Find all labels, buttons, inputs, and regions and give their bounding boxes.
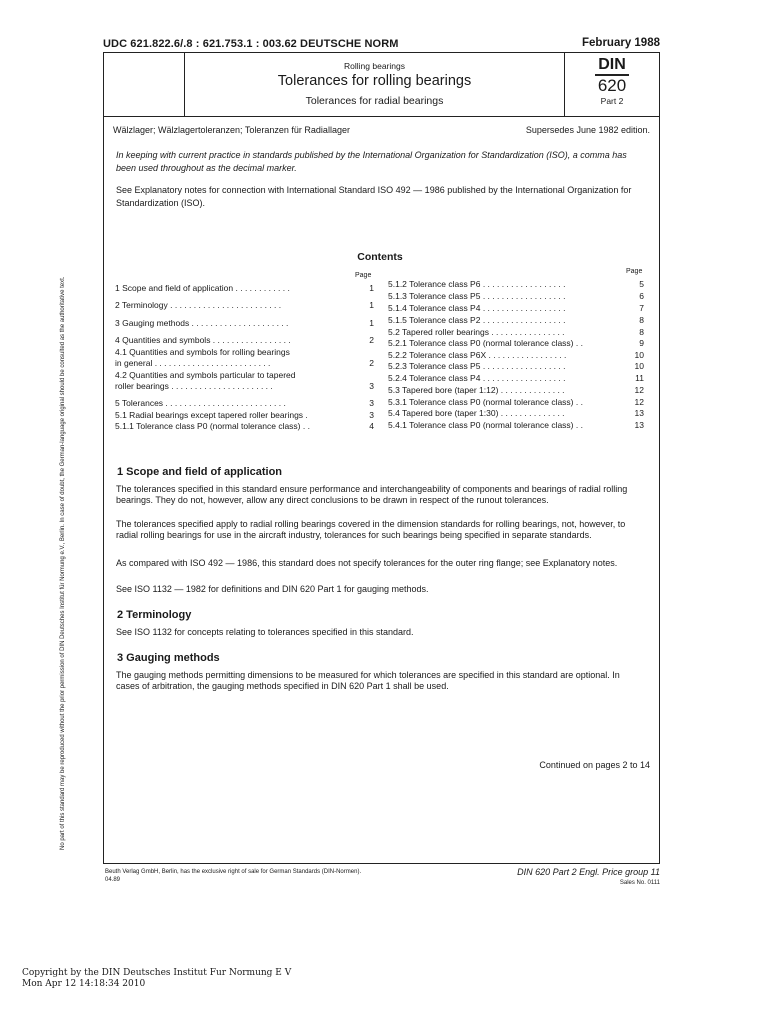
toc-left-entry	[115, 347, 290, 357]
toc-entry-page: 1	[369, 300, 374, 310]
continued-note: Continued on pages 2 to 14	[539, 760, 650, 770]
toc-entry-label: 3 Gauging methods . . . . . . . . . . . . . . . . . . . . .	[115, 318, 289, 328]
toc-entry-label: 4.1 Quantities and symbols for rolling bearings	[115, 347, 290, 357]
toc-right-entry	[388, 361, 565, 371]
toc-entry-label: 5 Tolerances . . . . . . . . . . . . . . . . . . . . . . . . . .	[115, 398, 286, 408]
section-2-paragraph-1: See ISO 1132 for concepts relating to tolerances specified in this standard.	[116, 627, 414, 637]
toc-entry-page: 1	[369, 318, 374, 328]
toc-entry-label: 5.2.2 Tolerance class P6X . . . . . . . . . . . . . . . . .	[388, 350, 567, 360]
toc-left-entry	[115, 421, 310, 431]
toc-left-entry	[115, 283, 290, 293]
toc-entry-page: 2	[369, 358, 374, 368]
toc-left-entry	[115, 381, 273, 391]
german-title: Wälzlager; Wälzlagertoleranzen; Toleranzen für Radiallager	[113, 125, 350, 135]
toc-entry-label: 5.4.1 Tolerance class P0 (normal tolerance class) . .	[388, 420, 583, 430]
toc-entry-page: 1	[369, 283, 374, 293]
section-3-heading: 3 Gauging methods	[117, 652, 220, 664]
toc-entry-page: 2	[369, 335, 374, 345]
toc-entry-page: 8	[639, 315, 644, 325]
toc-entry-label: roller bearings . . . . . . . . . . . . . . . . . . . . . .	[115, 381, 273, 391]
toc-right-entry	[388, 408, 565, 418]
din-number-block	[564, 53, 659, 116]
toc-entry-label: 4.2 Quantities and symbols particular to tapered	[115, 370, 296, 380]
toc-right-entry	[388, 315, 565, 325]
toc-entry-page: 4	[369, 421, 374, 431]
toc-entry-page: 13	[634, 408, 644, 418]
document-reference: DIN 620 Part 2 Engl. Price group 11	[517, 867, 660, 877]
section-2-heading: 2 Terminology	[117, 609, 192, 621]
toc-right-entry	[388, 397, 583, 407]
toc-left-entry	[115, 335, 291, 345]
supersedes-note: Supersedes June 1982 edition.	[525, 125, 650, 135]
publisher-footer	[105, 868, 361, 884]
toc-entry-page: 3	[369, 398, 374, 408]
toc-entry-page: 3	[369, 410, 374, 420]
publication-date: February 1988	[582, 37, 660, 49]
toc-entry-page: 6	[639, 291, 644, 301]
toc-entry-label: 5.4 Tapered bore (taper 1:30) . . . . . . . . . . . . . .	[388, 408, 565, 418]
toc-right-entry	[388, 327, 565, 337]
contents-page-label-left: Page	[355, 272, 372, 279]
toc-entry-page: 10	[634, 350, 644, 360]
edition-code: 04.89	[105, 877, 121, 883]
toc-entry-label: in general . . . . . . . . . . . . . . . . . . . . . . . . .	[115, 358, 271, 368]
toc-right-entry	[388, 385, 565, 395]
toc-entry-label: 5.1.1 Tolerance class P0 (normal tolerance class) . .	[115, 421, 310, 431]
publisher-text: Beuth Verlag GmbH, Berlin, has the exclusive right of sale for German Standards (DIN-Normen).	[105, 869, 362, 875]
section-1-paragraph-1: The tolerances specified in this standard ensure performance and interchangeability of components and bearings of radial rolling bearings. They do not, however, allow any direct conclusions to be drawn in respect of the runout tolerances.	[116, 484, 628, 506]
section-3-paragraph-1: The gauging methods permitting dimensions to be measured for which tolerances are specified in this standard are optional. In cases of arbitration, the gauging methods specified in DIN 620 Part 1 shall be used.	[116, 670, 620, 692]
section-1-paragraph-2: The tolerances specified apply to radial rolling bearings covered in the dimension standards for rolling bearings, not, however, to radial rolling bearings for use in the aircraft industry, tolerances for such bearings being specified in separate standards.	[116, 519, 626, 541]
din-part: Part 2	[600, 95, 624, 106]
toc-entry-label: 5.1.4 Tolerance class P4 . . . . . . . . . . . . . . . . . .	[388, 303, 566, 313]
toc-entry-page: 7	[639, 303, 644, 313]
toc-entry-label: 5.1.5 Tolerance class P2 . . . . . . . . . . . . . . . . . .	[388, 315, 566, 325]
toc-right-entry	[388, 420, 583, 430]
toc-right-entry	[388, 291, 565, 301]
copyright-stamp	[22, 968, 291, 990]
toc-entry-page: 3	[369, 381, 374, 391]
toc-entry-label: 5.2.4 Tolerance class P4 . . . . . . . . . . . . . . . . . .	[388, 373, 566, 383]
title-box-left-cell	[104, 53, 185, 116]
toc-left-entry	[115, 398, 286, 408]
toc-right-entry	[388, 303, 565, 313]
toc-entry-label: 5.3.1 Tolerance class P0 (normal tolerance class) . .	[388, 397, 583, 407]
toc-left-entry	[115, 318, 288, 328]
toc-left-entry	[115, 370, 296, 380]
toc-right-entry	[388, 279, 565, 289]
toc-entry-label: 1 Scope and field of application . . . . . . . . . . . .	[115, 283, 290, 293]
toc-right-entry	[388, 350, 566, 360]
copyright-line: Copyright by the DIN Deutsches Institut Fur Normung E V	[22, 968, 292, 978]
contents-page-label-right: Page	[626, 268, 643, 275]
title-kicker: Rolling bearings	[344, 61, 405, 71]
contents-heading: Contents	[357, 251, 403, 263]
toc-entry-page: 8	[639, 327, 644, 337]
toc-left-entry	[115, 410, 308, 420]
toc-entry-label: 5.1.3 Tolerance class P5 . . . . . . . . . . . . . . . . . .	[388, 291, 566, 301]
toc-entry-label: 5.1.2 Tolerance class P6 . . . . . . . . . . . . . . . . . .	[388, 279, 566, 289]
explanatory-note: See Explanatory notes for connection with International Standard ISO 492 — 1986 published by the International Organization for Standardization (ISO).	[116, 185, 632, 208]
toc-entry-label: 5.2.1 Tolerance class P0 (normal tolerance class) . .	[388, 338, 583, 348]
toc-right-entry	[388, 373, 565, 383]
toc-entry-label: 5.2.3 Tolerance class P5 . . . . . . . . . . . . . . . . . .	[388, 361, 566, 371]
decimal-marker-note: In keeping with current practice in standards published by the International Organization for Standardization (ISO), a comma has been used throughout as the decimal marker.	[116, 150, 627, 173]
toc-entry-label: 2 Terminology . . . . . . . . . . . . . . . . . . . . . . . .	[115, 300, 282, 310]
din-number: 620	[597, 75, 627, 95]
timestamp-line: Mon Apr 12 14:18:34 2010	[22, 979, 146, 989]
toc-entry-page: 13	[634, 420, 644, 430]
toc-entry-page: 10	[634, 361, 644, 371]
toc-entry-page: 5	[639, 279, 644, 289]
udc-classification: UDC 621.822.6/.8 : 621.753.1 : 003.62 DEUTSCHE NORM	[103, 38, 399, 50]
section-1-heading: 1 Scope and field of application	[117, 466, 283, 478]
toc-entry-label: 5.2 Tapered roller bearings . . . . . . . . . . . . . . . .	[388, 327, 565, 337]
document-title: Tolerances for rolling bearings	[277, 73, 472, 89]
toc-right-entry	[388, 338, 583, 348]
toc-entry-page: 12	[634, 397, 644, 407]
toc-entry-label: 5.1 Radial bearings except tapered roller bearings .	[115, 410, 308, 420]
toc-entry-label: 4 Quantities and symbols . . . . . . . . . . . . . . . . .	[115, 335, 291, 345]
toc-left-entry	[115, 300, 281, 310]
title-block	[185, 53, 564, 116]
title-box	[103, 52, 660, 117]
din-logo: DIN	[598, 56, 626, 73]
toc-entry-label: 5.3 Tapered bore (taper 1:12) . . . . . . . . . . . . . .	[388, 385, 565, 395]
section-1-paragraph-4: See ISO 1132 — 1982 for definitions and DIN 620 Part 1 for gauging methods.	[116, 584, 429, 594]
document-subtitle: Tolerances for radial bearings	[305, 95, 444, 107]
toc-entry-page: 12	[634, 385, 644, 395]
reproduction-notice: No part of this standard may be reproduced without the prior permission of DIN Deutsches Institut für Normung e.V., Berlin. In case of doubt, the German-language original should be consulted as the authoritative text.	[60, 276, 66, 850]
toc-entry-page: 9	[639, 338, 644, 348]
toc-left-entry	[115, 358, 270, 368]
sales-number: Sales No. 0111	[619, 880, 660, 886]
section-1-paragraph-3: As compared with ISO 492 — 1986, this standard does not specify tolerances for the outer ring flange; see Explanatory notes.	[116, 558, 618, 568]
toc-entry-page: 11	[635, 373, 644, 383]
